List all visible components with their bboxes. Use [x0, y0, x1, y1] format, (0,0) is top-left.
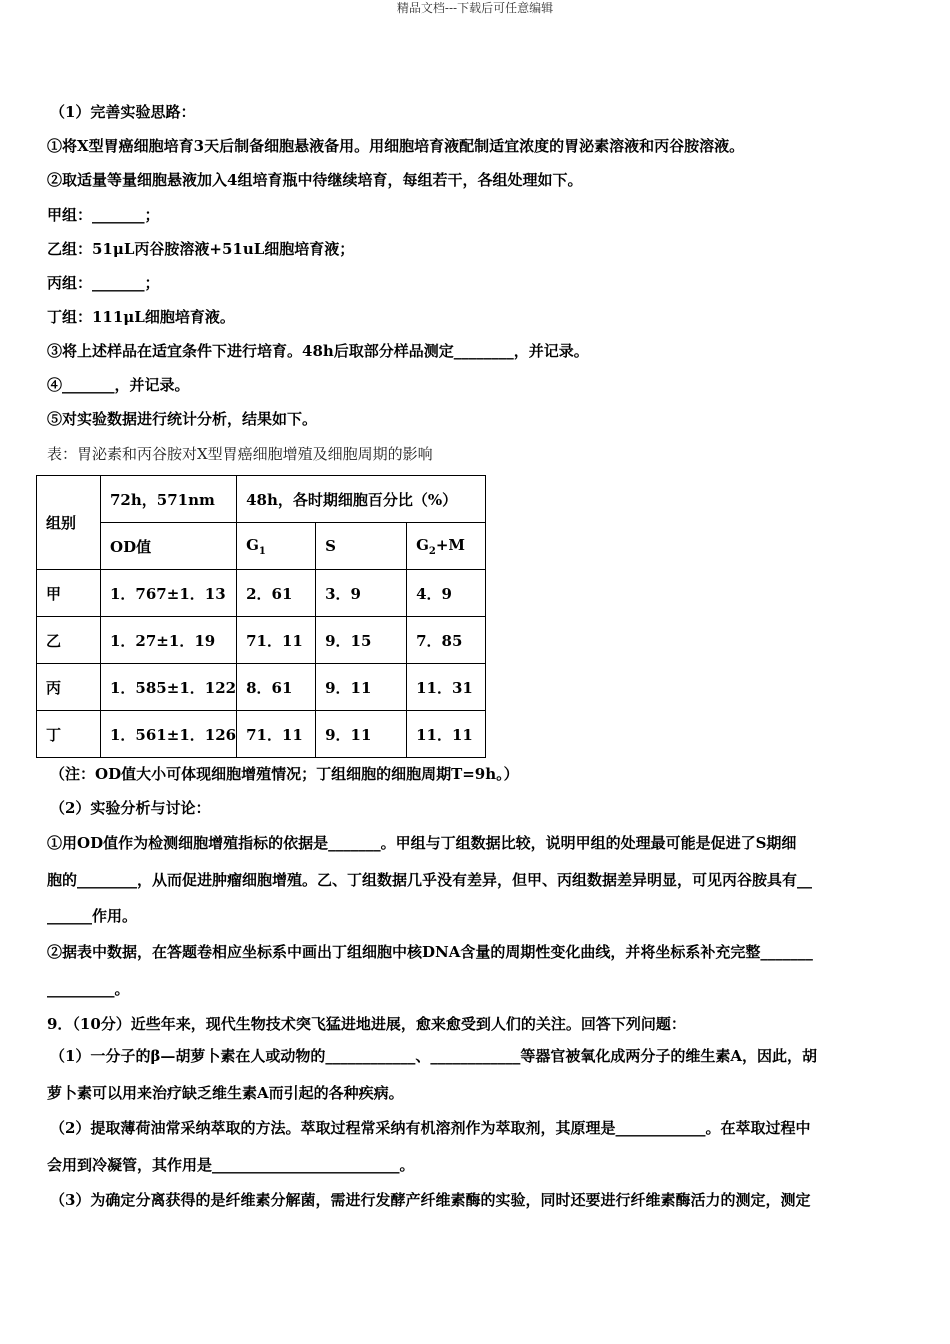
- cell-g1: 71．11: [237, 711, 316, 758]
- group-jia: 甲组：_______；: [47, 206, 160, 224]
- step-2: ②取适量等量细胞悬液加入4组培育瓶中待继续培育，每组若干，各组处理如下。: [47, 171, 583, 189]
- cell-g1: 8．61: [237, 664, 316, 711]
- analysis-2-line-1: ②据表中数据，在答题卷相应坐标系中画出丁组细胞中核DNA含量的周期性变化曲线，并将坐标系补充完整_______: [47, 943, 813, 961]
- analysis-1-line-1: ①用OD值作为检测细胞增殖指标的依据是_______。甲组与丁组数据比较，说明甲组的处理最可能是促进了S期细: [47, 834, 797, 852]
- q9-part1-line-1: （1）一分子的β—胡萝卜素在人或动物的____________、____________等器官被氧化成两分子的维生素A，因此，胡: [50, 1047, 818, 1065]
- section-heading-2: （2）实验分析与讨论：: [50, 799, 211, 817]
- analysis-1-line-3: ______作用。: [47, 907, 138, 925]
- cell-od: 1．27±1．19: [101, 617, 237, 664]
- header-s: S: [316, 523, 407, 570]
- cell-s: 9．15: [316, 617, 407, 664]
- group-ding: 丁组：111μL细胞培育液。: [47, 308, 235, 326]
- question-9-title: 9．（10分）近些年来，现代生物技术突飞猛进地进展，愈来愈受到人们的关注。回答下列问题：: [47, 1015, 686, 1033]
- cell-group: 乙: [37, 617, 101, 664]
- step-5: ⑤对实验数据进行统计分析，结果如下。: [47, 410, 318, 428]
- table-row: [37, 617, 486, 664]
- q9-part2-line-1: （2）提取薄荷油常采纳萃取的方法。萃取过程常采纳有机溶剂作为萃取剂，其原理是____________。在萃取过程中: [50, 1119, 811, 1137]
- analysis-2-line-2: _________。: [47, 980, 130, 998]
- table-row: [37, 711, 486, 758]
- cell-od: 1．561±1．126: [101, 711, 237, 758]
- header-72h: 72h，571nm: [101, 476, 237, 523]
- cell-g1: 71．11: [237, 617, 316, 664]
- cell-od: 1．767±1．13: [101, 570, 237, 617]
- cell-s: 9．11: [316, 711, 407, 758]
- header-g2m: $G_2+M$: [407, 523, 486, 570]
- table-row: [37, 664, 486, 711]
- cell-group: 丁: [37, 711, 101, 758]
- table-note: （注：OD值大小可体现细胞增殖情况；丁组细胞的细胞周期T=9h。）: [50, 765, 519, 783]
- q9-part1-line-2: 萝卜素可以用来治疗缺乏维生素A而引起的各种疾病。: [47, 1084, 404, 1102]
- step-1: ①将X型胃癌细胞培育3天后制备细胞悬液备用。用细胞培育液配制适宜浓度的胃泌素溶液和丙谷胺溶液。: [47, 137, 745, 155]
- group-header: 组别: [37, 476, 101, 570]
- table-caption: 表：胃泌素和丙谷胺对X型胃癌细胞增殖及细胞周期的影响: [47, 445, 433, 463]
- cell-s: 3．9: [316, 570, 407, 617]
- cell-g1: 2．61: [237, 570, 316, 617]
- header-od: OD值: [101, 523, 237, 570]
- header-48h: 48h，各时期细胞百分比（%）: [237, 476, 486, 523]
- group-yi: 乙组：51μL丙谷胺溶液+51uL细胞培育液；: [47, 240, 355, 258]
- cell-od: 1．585±1．122: [101, 664, 237, 711]
- cell-g2m: 11．11: [407, 711, 486, 758]
- cell-group: 丙: [37, 664, 101, 711]
- cell-g2m: 11．31: [407, 664, 486, 711]
- step-4: ④_______，并记录。: [47, 376, 190, 394]
- header-g1: $G_1$: [237, 523, 316, 570]
- cell-g2m: 7．85: [407, 617, 486, 664]
- section-heading: （1）完善实验思路：: [50, 103, 196, 121]
- q9-part2-line-2: 会用到冷凝管，其作用是_________________________。: [47, 1156, 415, 1174]
- q9-part3-line-1: （3）为确定分离获得的是纤维素分解菌，需进行发酵产纤维素酶的实验，同时还要进行纤维素酶活力的测定，测定: [50, 1191, 811, 1209]
- cell-s: 9．11: [316, 664, 407, 711]
- cell-group: 甲: [37, 570, 101, 617]
- table-row: [37, 570, 486, 617]
- cell-g2m: 4．9: [407, 570, 486, 617]
- step-3: ③将上述样品在适宜条件下进行培育。48h后取部分样品测定________，并记录。: [47, 342, 589, 360]
- group-bing: 丙组：_______；: [47, 274, 160, 292]
- results-table: [36, 475, 486, 758]
- analysis-1-line-2: 胞的________，从而促进肿瘤细胞增殖。乙、丁组数据几乎没有差异，但甲、丙组数据差异明显，可见丙谷胺具有__: [47, 871, 813, 889]
- page-header: 精品文档---下载后可任意编辑: [396, 1, 554, 15]
